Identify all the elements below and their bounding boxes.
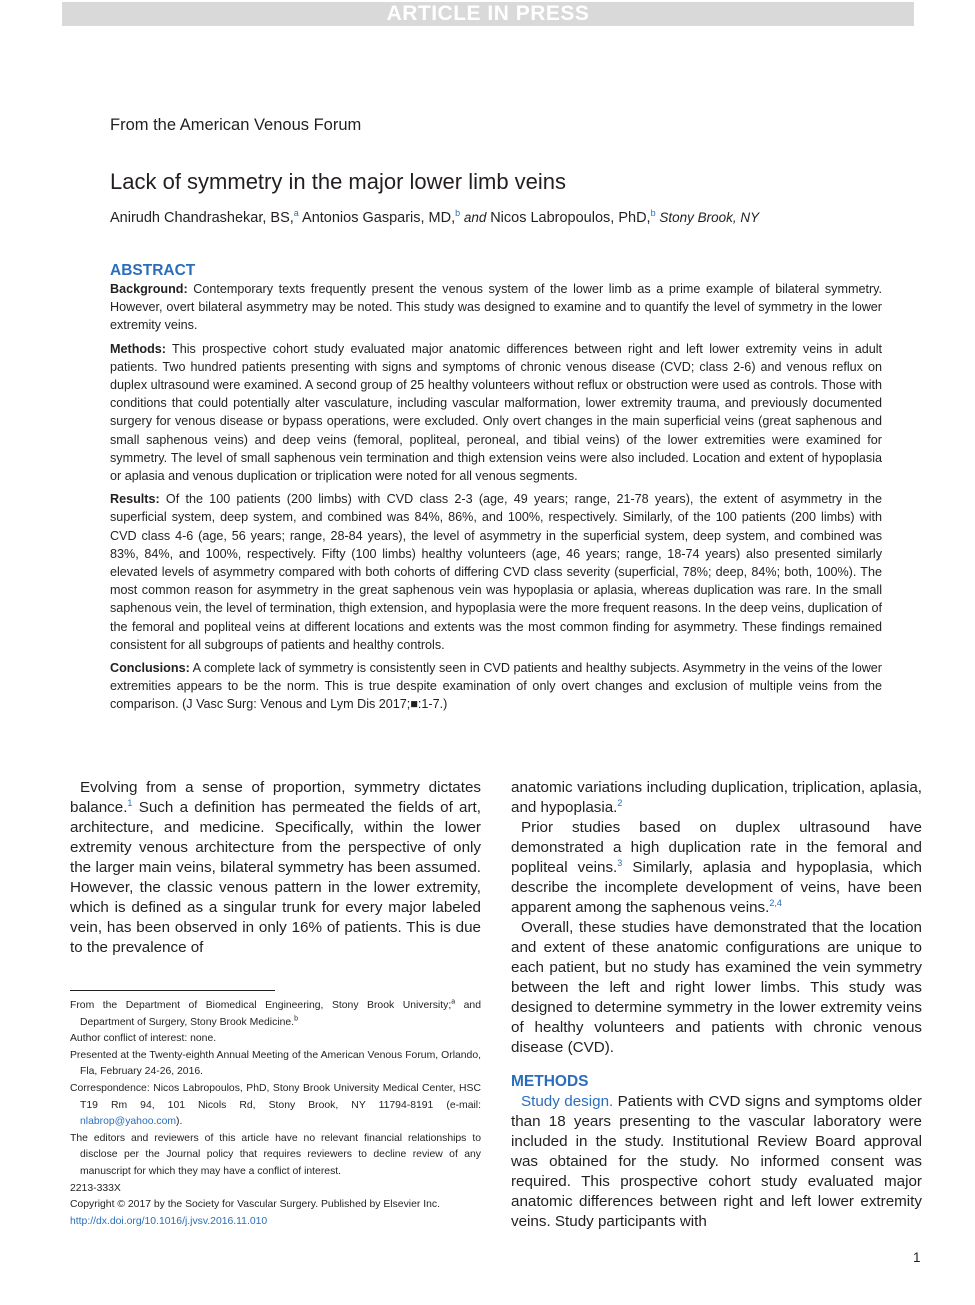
abstract-conclusions [110, 659, 882, 714]
intro-paragraph-3: Overall, these studies have demonstrated that the location and extent of these anatomic configurations are unique to each patient, but no study has examined the vein symmetry between the left and right lower limbs. This study was designed to determine symmetry in the lower extremity veins of healthy volunteers and patients with chronic venous disease (CVD). [511, 919, 922, 1056]
affiliation-marker[interactable]: b [455, 208, 461, 218]
reference-link[interactable]: 2 [617, 797, 623, 808]
intro-paragraph-1-cont [511, 778, 922, 818]
affiliation-a: From the Department of Biomedical Engineering, Stony Brook University; [70, 1000, 452, 1011]
footnote-presented: Presented at the Twenty-eighth Annual Meeting of the American Venous Forum, Orlando, Fla, February 24-26, 2016. [70, 1049, 481, 1078]
affiliation-marker: b [294, 1015, 298, 1023]
paragraph-text: anatomic variations including duplication, triplication, aplasia, and hypoplasia. [511, 779, 922, 816]
footnote-correspondence [70, 1081, 481, 1131]
forum-label: From the American Venous Forum [110, 116, 362, 134]
footnote-conflict: Author conflict of interest: none. [70, 1033, 217, 1045]
page-number: 1 [913, 1250, 921, 1265]
reference-link[interactable]: 2,4 [769, 897, 782, 908]
footnote-affiliations [70, 998, 481, 1031]
paragraph-text: Patients with CVD signs and symptoms older than 18 years presenting to the vascular laboratory were included in the study. Institutional Review Board approval was obtained for the study. No informed consent was required. This prospective cohort study evaluated major anatomic differences between right and left lower extremity veins. Study participants with [511, 1093, 922, 1230]
footnote-copyright: Copyright © 2017 by the Society for Vascular Surgery. Published by Elsevier Inc. [70, 1199, 440, 1211]
author-2: Antonios Gasparis, MD, [298, 209, 456, 226]
affiliation-b: and Department of Surgery, Stony Brook Medicine. [80, 1000, 481, 1028]
paragraph-text: Such a definition has permeated the fields of art, architecture, and medicine. Specifically, within the lower extremity venous architecture from the perspective of only the larger main veins, bilateral symmetry has been assumed. However, the classic venous pattern in the lower extremity, which is defined as a singular trunk for every major labeled vein, has been observed in only 16% of patients. This is due to the prevalence of [70, 799, 481, 956]
conclusions-label: Conclusions: [110, 661, 190, 676]
paragraph-text: Similarly, aplasia and hypoplasia, which describe the incomplete development of veins, have been apparent among the saphenous veins. [511, 859, 922, 916]
footnote-divider [70, 990, 275, 991]
correspondence-end: ). [176, 1116, 183, 1128]
doi-link[interactable]: http://dx.doi.org/10.1016/j.jvsv.2016.11.010 [70, 1215, 268, 1227]
abstract-results [110, 490, 882, 654]
intro-paragraph-2 [511, 818, 922, 918]
study-design-label: Study design. [521, 1093, 614, 1110]
methods-label: Methods: [110, 341, 166, 356]
author-list [110, 208, 759, 226]
email-link[interactable]: nlabrop@yahoo.com [80, 1116, 177, 1128]
results-text: Of the 100 patients (200 limbs) with CVD class 2-3 (age, 49 years; range, 21-78 years), the extent of asymmetry in the superficial system, deep system, and combined was 84%, 86%, and 100%, respectively. Similarly, of the 100 patients (200 limbs) with CVD class 4-6 (age, 56 years; range, 28-84 years), the level of asymmetry in the superficial system, deep system, and combined was 83%, 84%, and 100%, respectively. Fifty (100 limbs) healthy volunteers (age, 46 years; range, 18-74 years) also presented similarly elevated levels of asymmetry compared with both cohorts of differing CVD class severity (superficial, 78%; deep, 84%; both, 100%). The most common reason for asymmetry in the great saphenous vein was hypoplasia or aplasia, whereas duplication was rare. In the small saphenous vein, the level of termination, thigh extension, and hypoplasia were the more frequent reasons. In the deep veins, duplication of the femoral and popliteal veins at different locations and extents was the most common finding for asymmetry. These findings remained consistent for all subgroups of patients and healthy controls. [110, 492, 882, 652]
body-column-right [511, 778, 922, 1232]
author-1: Anirudh Chandrashekar, BS, [110, 209, 294, 226]
paragraph-text: Evolving from a sense of proportion, symmetry dictates balance. [70, 779, 481, 816]
footnotes [70, 998, 481, 1230]
affiliation-marker[interactable]: b [650, 208, 656, 218]
conclusions-text: A complete lack of symmetry is consistently seen in CVD patients and healthy subjects. Asymmetry in the veins of the lower extremities appears to be the norm. This is true despite examination of only overt changes and exclusion of multiple veins from the comparison. (J Vasc Surg: Venous and Lym Dis 2017;■:1-7.) [110, 661, 882, 712]
background-label: Background: [110, 282, 188, 296]
abstract-background [110, 280, 882, 335]
body-column-left [70, 778, 481, 958]
article-in-press-banner: ARTICLE IN PRESS [62, 2, 914, 26]
abstract [110, 262, 882, 719]
study-design-paragraph [511, 1092, 922, 1232]
abstract-heading: ABSTRACT [110, 262, 196, 279]
affiliation-marker: a [451, 998, 456, 1006]
affiliation-marker[interactable]: a [293, 208, 299, 218]
abstract-methods [110, 340, 882, 486]
author-3: Nicos Labropoulos, PhD, [490, 209, 651, 226]
author-location: Stony Brook, NY [655, 209, 760, 225]
intro-paragraph-1 [70, 778, 481, 958]
background-text: Contemporary texts frequently present the venous system of the lower limb as a prime example of bilateral symmetry. However, overt bilateral asymmetry may be noted. This study was designed to examine and to quantify the level of symmetry in the lower extremity veins. [110, 282, 882, 333]
methods-text: This prospective cohort study evaluated major anatomic differences between right and left lower extremity veins in adult patients. Two hundred patients presenting with signs and symptoms of chronic venous disease (CVD; class 2-6) and venous reflux on duplex ultrasound were examined. A second group of 25 healthy volunteers without reflux or obstruction were used as controls. Those with conditions that could potentially alter vasculature, including vascular malformation, lower extremity trauma, and previously documented surgery for venous disease or bypass operations, were excluded. Only overt changes in the main superficial veins (great saphenous and small saphenous veins) and deep veins (femoral, popliteal, peroneal, and tibial veins) of the lower extremities were examined for symmetry. The level of small saphenous vein termination and thigh extension veins were also included. Location and extent of hypoplasia or aplasia and venous duplication or triplication were noted for all venous segments. [110, 341, 882, 484]
methods-heading: METHODS [511, 1073, 589, 1090]
reference-link[interactable]: 1 [127, 797, 133, 808]
article-title: Lack of symmetry in the major lower limb veins [110, 169, 567, 194]
author-conjunction: and [460, 209, 491, 225]
results-label: Results: [110, 492, 160, 507]
paragraph-text: Prior studies based on duplex ultrasound have demonstrated a high duplication rate in the femoral and popliteal veins. [511, 819, 922, 876]
footnote-issn: 2213-333X [70, 1182, 121, 1194]
correspondence-text: Correspondence: Nicos Labropoulos, PhD, Stony Brook University Medical Center, HSC T19 Rm 94, 101 Nicols Rd, Stony Brook, NY 11794-8191 (e-mail: [70, 1082, 481, 1111]
footnote-editors: The editors and reviewers of this article have no relevant financial relationships to disclose per the Journal policy that requires reviewers to decline review of any manuscript for which they may have a conflict of interest. [70, 1132, 481, 1177]
reference-link[interactable]: 3 [617, 857, 623, 868]
